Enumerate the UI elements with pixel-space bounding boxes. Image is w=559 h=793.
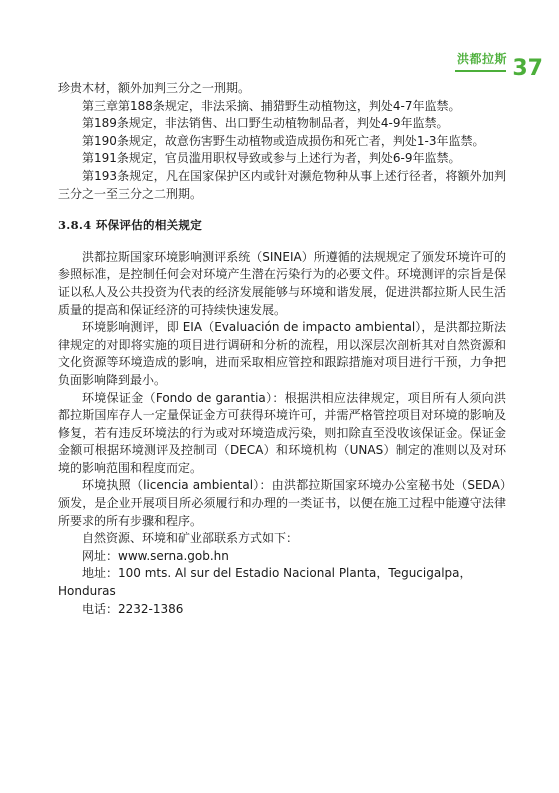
section-heading: 3.8.4 环保评估的相关规定 xyxy=(58,218,203,233)
page-number: 37 xyxy=(512,56,543,81)
paragraph-article-189: 第189条规定，非法销售、出口野生动植物制品者，判处4-9年监禁。 xyxy=(82,116,449,131)
paragraph-article-191: 第191条规定，官员滥用职权导致或参与上述行为者，判处6-9年监禁。 xyxy=(82,151,461,166)
contact-phone: 电话：2232-1386 xyxy=(82,601,184,616)
contact-intro: 自然资源、环境和矿业部联系方式如下： xyxy=(82,531,299,546)
contact-address-country: Honduras xyxy=(58,584,116,599)
paragraph-eia: 环境影响测评，即 EIA（Evaluación de impacto ambiental），是洪都拉斯法律规定的对即将实施的项目进行调研和分析的流程，用以深层次剖析其对自然资源和文化资源等环境造成的影响，进而采取相应管控和跟踪措施对项目进行干预，力争把负面影响降到最小。 xyxy=(58,320,506,387)
running-header-title: 洪都拉斯 xyxy=(456,52,507,66)
paragraph-article-193: 第193条规定，凡在国家保护区内或针对濒危物种从事上述行径者，将额外加判三分之一至三分之二刑期。 xyxy=(58,168,506,201)
contact-website: 网址：www.serna.gob.hn xyxy=(82,548,229,563)
paragraph-article-188: 第三章第188条规定，非法采摘、捕猎野生动植物这，判处4-7年监禁。 xyxy=(82,98,461,113)
paragraph-guarantee-fund: 环境保证金（Fondo de garantia）：根据洪相应法律规定，项目所有人须向洪都拉斯国库存人一定量保证金方可获得环境许可，并需严格管控项目对环境的影响及修复，若有违反环境法的行为或对环境造成污染，则扣除直至没收该保证金。保证金金额可根据环境测评及控制司（DECA）和环境机构（UNAS）制定的准则以及对环境的影响范围和程度而定。 xyxy=(58,390,506,475)
paragraph-sineia: 洪都拉斯国家环境影响测评系统（SINEIA）所遵循的法规规定了颁发环境许可的参照标准，是控制任何会对环境产生潜在污染行为的必要文件。环境测评的宗旨是保证以私人及公共投资为代表的经济发展能够与环境和谐发展，促进洪都拉斯人民生活质量的提高和保证经济的可持续快速发展。 xyxy=(58,249,506,317)
paragraph-license: 环境执照（licencia ambiental）：由洪都拉斯国家环境办公室秘书处（SEDA）颁发，是企业开展项目所必须履行和办理的一类证书，以便在施工过程中能遵守法律所要求的所有步骤和程序。 xyxy=(58,478,506,528)
paragraph-continued: 珍贵木材，额外加判三分之一刑期。 xyxy=(58,81,251,95)
contact-address: 地址：100 mts. Al sur del Estadio Nacional Planta，Tegucigalpa， xyxy=(82,566,472,581)
document-body xyxy=(58,80,506,618)
header-rule xyxy=(455,70,506,72)
paragraph-article-190: 第190条规定，故意伤害野生动植物或造成损伤和死亡者，判处1-3年监禁。 xyxy=(82,133,485,148)
